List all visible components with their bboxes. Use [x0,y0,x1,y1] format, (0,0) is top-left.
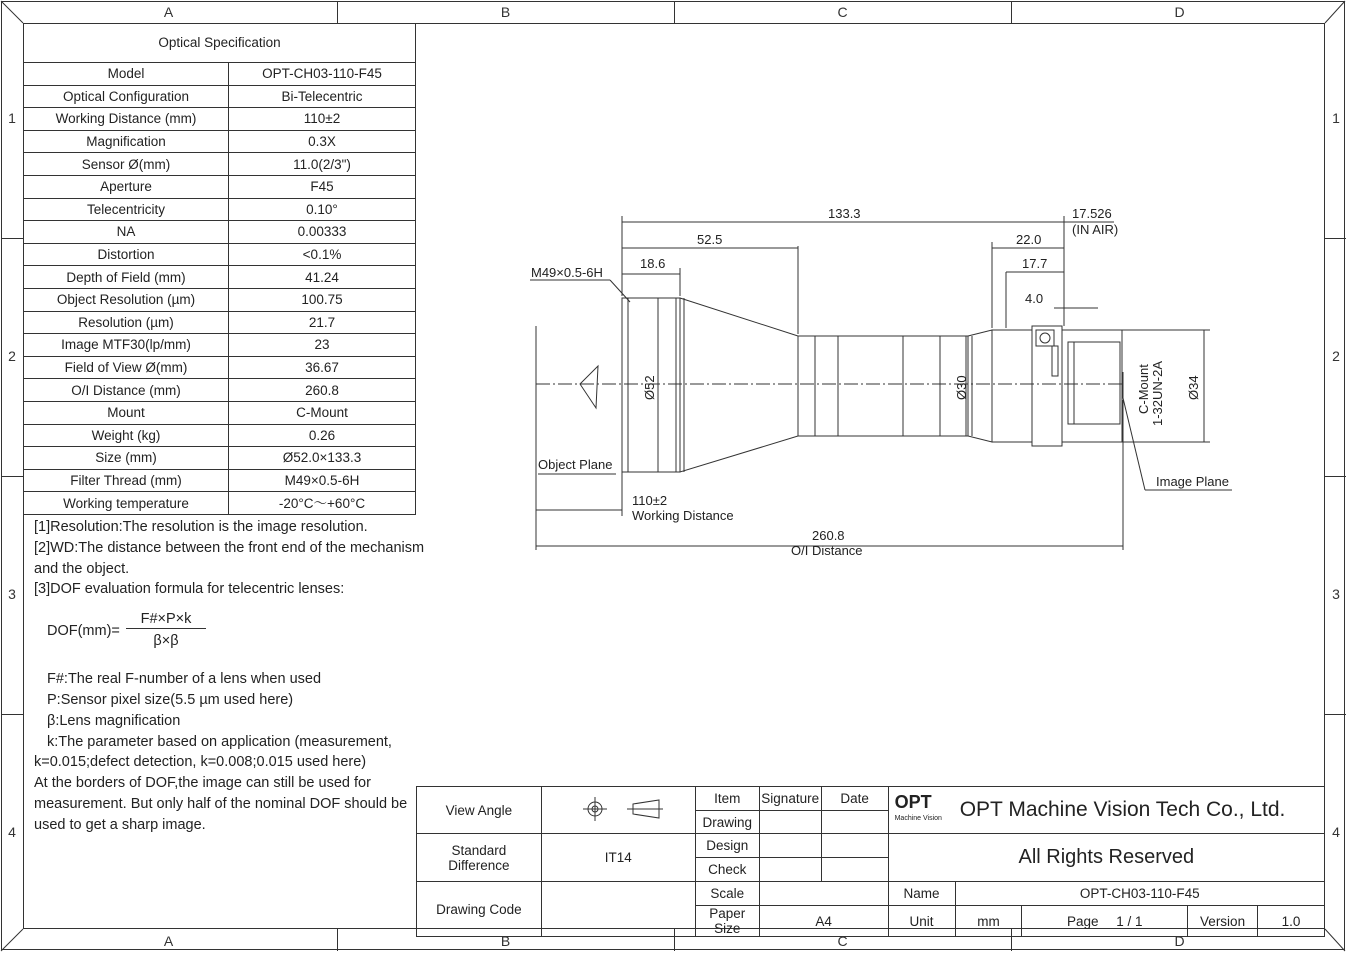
break-symbol [580,366,598,408]
dim-thread-length: 18.6 [640,256,666,271]
dia-34-label: Ø34 [1186,375,1201,400]
spec-value: 260.8 [229,379,416,402]
zone-col-label: D [1174,4,1185,20]
dim-back-flange: 17.526 [1072,206,1112,221]
cone-section [680,298,798,472]
spec-value: 0.10° [229,198,416,221]
spec-key: Weight (kg) [24,424,229,447]
spec-key: Aperture [24,175,229,198]
projection-symbol-icon [563,794,673,824]
spec-key: Working Distance (mm) [24,108,229,131]
spec-value: 110±2 [229,108,416,131]
zone-row-label: 1 [1332,110,1340,126]
name-value: OPT-CH03-110-F45 [955,882,1324,906]
page-label: Page [1066,913,1099,929]
spec-value: 36.67 [229,356,416,379]
spec-value: 100.75 [229,288,416,311]
image-plane-label: Image Plane [1156,474,1229,489]
dia-52-label: Ø52 [642,375,657,400]
dim-total-length: 133.3 [828,206,861,221]
spec-value: 23 [229,334,416,357]
zone-col-label: A [163,933,174,949]
company-name: OPT Machine Vision Tech Co., Ltd. [959,798,1286,821]
zone-row-label: 4 [1332,824,1340,840]
note-dof: [3]DOF evaluation formula for telecentric lenses: [34,581,345,598]
c-mount [1062,330,1122,442]
dim-22: 22.0 [1016,232,1042,247]
zone-row-label: 2 [1332,348,1340,364]
spec-key: O/I Distance (mm) [24,379,229,402]
formula-lhs: DOF(mm)= [47,623,120,640]
tolerance-value: IT14 [541,834,695,882]
spec-value: F45 [229,175,416,198]
name-label: Name [888,882,955,906]
oi-label: O/I Distance [791,543,863,558]
zone-row-label: 3 [8,586,16,602]
spec-value: 0.3X [229,130,416,153]
spec-key: Sensor Ø(mm) [24,153,229,176]
unit-label: Unit [888,906,955,937]
spec-value: <0.1% [229,243,416,266]
paper-size-label: Paper Size [695,906,759,937]
paper-size-value: A4 [759,906,888,937]
drawing-code-value [541,882,695,937]
design-date [821,834,888,858]
spec-value: M49×0.5-6H [229,469,416,492]
view-angle-symbol [541,787,695,834]
company-cell [888,787,1324,834]
version-value: 1.0 [1258,906,1325,937]
zone-col-label: D [1174,933,1185,949]
check-date [821,858,888,882]
drawing-row-label: Drawing [695,811,759,834]
check-signature [759,858,821,882]
middle-tube [798,336,968,436]
dim-40: 4.0 [1025,291,1044,306]
dia-30-label: Ø30 [954,375,969,400]
formula-numerator: F#×P×k [126,610,206,629]
object-plane-label: Object Plane [538,457,613,472]
spec-value: 0.00333 [229,221,416,244]
drawing-date [821,811,888,834]
item-label: Item [695,787,759,811]
spec-key: Resolution (µm) [24,311,229,334]
zone-row-label: 4 [8,824,16,840]
zone-col-label: C [837,4,848,20]
zone-col-label: A [163,4,174,20]
spec-key: Optical Configuration [24,85,229,108]
spec-key: Mount [24,401,229,424]
note-pixel: P:Sensor pixel size(5.5 µm used here) [47,691,294,708]
version-label: Version [1188,906,1258,937]
date-label: Date [821,787,888,811]
spec-key: Model [24,63,229,86]
logo-text: OPT [894,791,932,812]
spec-key: Distortion [24,243,229,266]
signature-label: Signature [759,787,821,811]
check-label: Check [695,858,759,882]
note-fnum: F#:The real F-number of a lens when used [47,671,322,688]
mount-label: C-Mount [1136,364,1151,414]
spec-key: Object Resolution (µm) [24,288,229,311]
spec-key: Filter Thread (mm) [24,469,229,492]
spec-value: 0.26 [229,424,416,447]
spec-value: C-Mount [229,401,416,424]
spec-key: Field of View Ø(mm) [24,356,229,379]
spec-key: Magnification [24,130,229,153]
scale-label: Scale [695,882,759,906]
opt-logo [894,791,942,825]
spec-value: Bi-Telecentric [229,85,416,108]
zone-col-label: B [500,933,511,949]
scale-value [759,882,888,906]
oi-value: 260.8 [812,528,845,543]
unit-value: mm [955,906,1022,937]
wd-label: Working Distance [632,508,734,523]
spec-key: NA [24,221,229,244]
formula-denominator: β×β [153,633,179,650]
spec-value: 41.24 [229,266,416,289]
rear-barrel [992,330,1032,442]
mount-thread-label: 1-32UN-2A [1150,360,1165,426]
spec-title: Optical Specification [24,24,416,63]
rights-text: All Rights Reserved [888,834,1324,882]
dim-front-length: 52.5 [697,232,723,247]
note-resolution: [1]Resolution:The resolution is the image resolution. [34,519,368,535]
design-signature [759,834,821,858]
spec-value: OPT-CH03-110-F45 [229,63,416,86]
spec-value: 21.7 [229,311,416,334]
spec-value: Ø52.0×133.3 [229,447,416,470]
zone-col-label: C [837,933,848,949]
spec-key: Telecentricity [24,198,229,221]
spec-value: 11.0(2/3") [229,153,416,176]
spec-value: -20°C～+60°C [229,492,416,515]
title-block [416,786,1325,937]
drawing-signature [759,811,821,834]
spec-key: Depth of Field (mm) [24,266,229,289]
zone-row-label: 1 [8,110,16,126]
spec-key: Size (mm) [24,447,229,470]
dim-in-air: (IN AIR) [1072,222,1119,237]
view-angle-label: View Angle [417,787,542,834]
spec-key: Image MTF30(lp/mm) [24,334,229,357]
page-cell [1022,906,1188,937]
zone-row-label: 2 [8,348,16,364]
design-label: Design [695,834,759,858]
thread-label: M49×0.5-6H [531,265,603,280]
note-wd: [2]WD:The distance between the front end of the mechanism and the object. [34,539,425,577]
standard-difference-label: Standard Difference [417,834,542,882]
page-value: 1 / 1 [1116,913,1143,929]
zone-row-label: 3 [1332,586,1340,602]
wd-value: 110±2 [632,493,668,508]
zone-col-label: B [500,4,511,20]
note-borders: At the borders of DOF,the image can still be used for measurement. But only half of the nominal DOF should be used to get a sharp image. [34,775,408,833]
spec-key: Working temperature [24,492,229,515]
logo-subtext: Machine Vision [894,814,942,822]
note-mag: β:Lens magnification [47,712,181,729]
drawing-code-label: Drawing Code [417,882,542,937]
dim-177: 17.7 [1022,256,1048,271]
note-k: k:The parameter based on application (measurement, k=0.015;defect detection, k=0.008;0.015 used here) [34,733,392,771]
